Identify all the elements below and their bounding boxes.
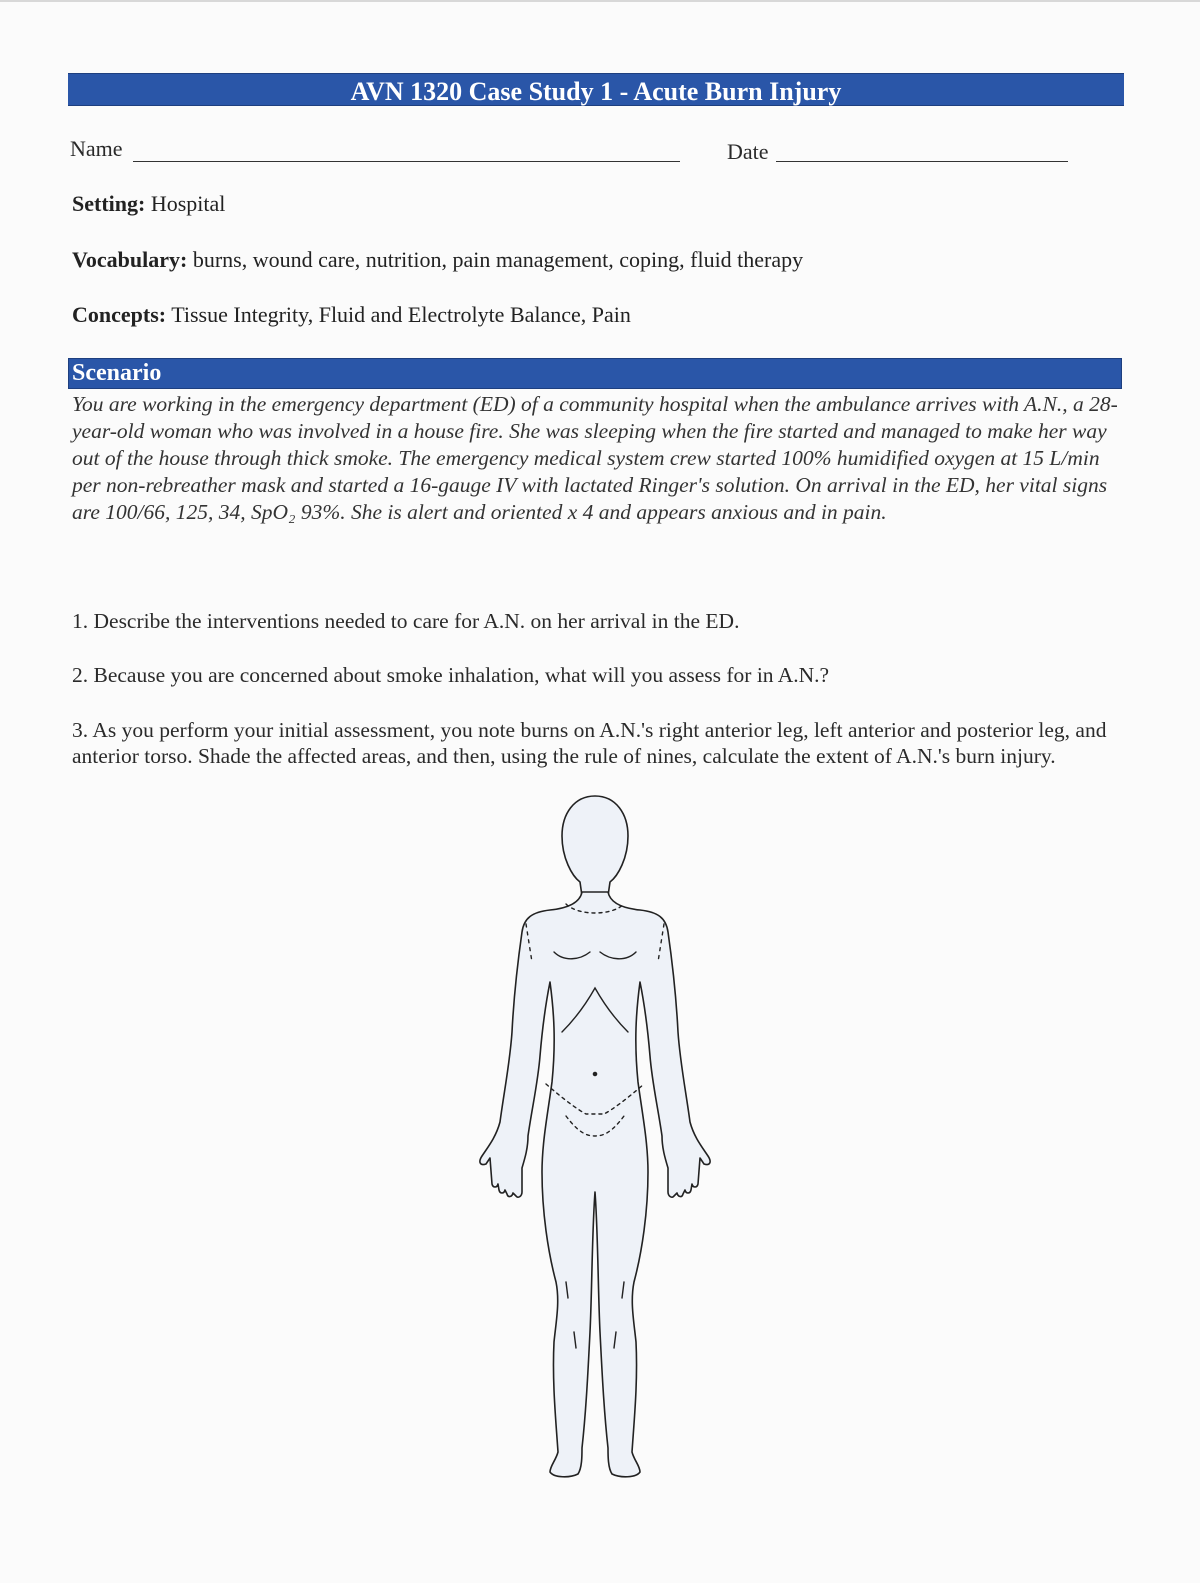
concepts-value: Tissue Integrity, Fluid and Electrolyte Balance, Pain	[171, 302, 631, 327]
body-head	[562, 796, 628, 896]
setting-line	[72, 191, 225, 217]
setting-label: Setting:	[72, 191, 146, 216]
vocabulary-line	[72, 247, 803, 273]
human-body-anterior-outline-icon[interactable]	[470, 792, 720, 1482]
vocabulary-value: burns, wound care, nutrition, pain management, coping, fluid therapy	[192, 247, 804, 272]
name-label: Name	[70, 136, 123, 161]
setting-value: Hospital	[150, 191, 226, 216]
date-label: Date	[727, 139, 769, 164]
title-bar	[68, 73, 1124, 106]
scenario-header-bar	[68, 358, 1122, 389]
scenario-heading: Scenario	[72, 360, 162, 386]
body-outline	[480, 892, 710, 1477]
vocabulary-label: Vocabulary:	[72, 247, 188, 272]
name-field[interactable]	[133, 161, 680, 162]
scenario-text: You are working in the emergency department (ED) of a community hospital when the ambulance arrives with A.N., a 28-year-old woman who was involved in a house fire. She was sleeping when the fire started and managed to make her way out of the house through thick smoke. The emergency medical system crew started 100% humidified oxygen at 15 L/min per non-rebreather mask and started a 16-gauge IV with lactated Ringer's solution. On arrival in the ED, her vital signs are 100/66, 125, 34, SpO₂ 93%. She is alert and oriented x 4 and appears anxious and in pain.	[72, 392, 1118, 524]
question-1: 1. Describe the interventions needed to care for A.N. on her arrival in the ED.	[72, 609, 740, 633]
concepts-line	[72, 302, 631, 328]
page-top-edge	[0, 0, 1200, 2]
question-2: 2. Because you are concerned about smoke inhalation, what will you assess for in A.N.?	[72, 663, 830, 687]
page-title: AVN 1320 Case Study 1 - Acute Burn Injury	[350, 76, 842, 106]
concepts-label: Concepts:	[72, 302, 167, 327]
date-field[interactable]	[776, 161, 1068, 162]
question-3: 3. As you perform your initial assessment, you note burns on A.N.'s right anterior leg, left anterior and posterior leg, and anterior torso. Shade the affected areas, and then, using the rule of nines, calculate the extent of A.N.'s burn injury.	[72, 718, 1107, 768]
